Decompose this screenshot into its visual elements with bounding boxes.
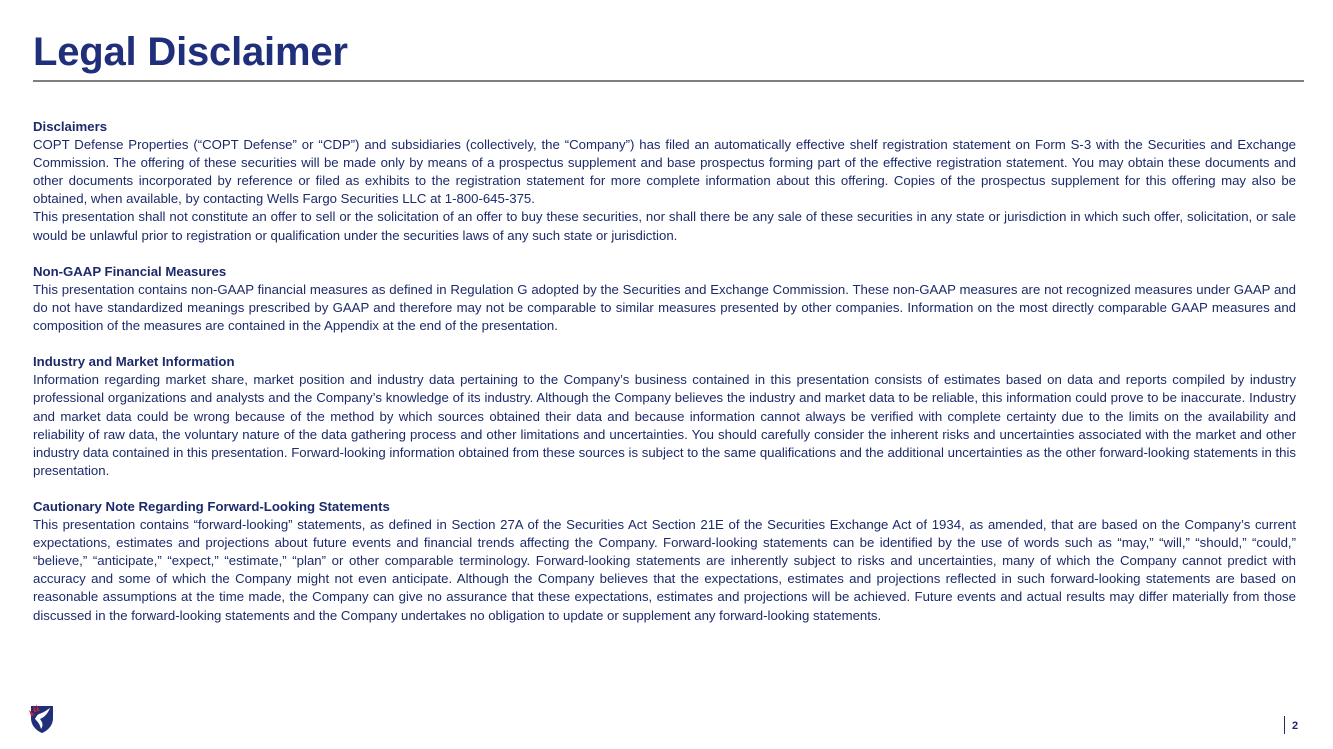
section-paragraph: This presentation contains “forward-looking” statements, as defined in Section 27A of the Securities Act Section 21E of the Securities Exchange Act of 1934, as amended, that are based on the Company’s current expectations, estimates and projections about future events and financial trends affecting the Company. Forward-looking statements can be identified by the use of words such as “may,” “will,” “should,” “could,” “believe,” “anticipate,” “expect,” “estimate,” “plan” or other comparable terminology. Forward-looking statements are inherently subject to risks and uncertainties, many of which the Company cannot predict with accuracy and some of which the Company might not even anticipate. Although the Company believes that the expectations, estimates and projections reflected in such forward-looking statements are based on reasonable assumptions at the time made, the Company can give no assurance that these expectations, estimates and projections will be achieved. Future events and actual results may differ materially from those discussed in the forward-looking statements and the Company undertakes no obligation to update or supplement any forward-looking statements. bbox=[33, 517, 1296, 623]
disclaimer-body bbox=[33, 118, 1296, 643]
section-disclaimers bbox=[33, 118, 1296, 245]
section-non-gaap bbox=[33, 263, 1296, 335]
section-industry-market bbox=[33, 353, 1296, 480]
section-paragraph: COPT Defense Properties (“COPT Defense” or “CDP”) and subsidiaries (collectively, the “Company”) has filed an automatically effective shelf registration statement on Form S-3 with the Securities and Exchange Commission. The offering of these securities will be made only by means of a prospectus supplement and base prospectus forming part of the effective registration statement. You may obtain these documents and other documents incorporated by reference or filed as exhibits to the registration statement for more complete information about this offering. Copies of the prospectus supplement for this offering may also be obtained, when available, by contacting Wells Fargo Securities LLC at 1-800-645-375. bbox=[33, 137, 1296, 207]
page-number-divider bbox=[1284, 716, 1285, 734]
section-paragraph: This presentation shall not constitute an offer to sell or the solicitation of an offer to buy these securities, nor shall there be any sale of these securities in any state or jurisdiction in which such offer, solicitation, or sale would be unlawful prior to registration or qualification under the securities laws of any such state or jurisdiction. bbox=[33, 209, 1296, 243]
title-divider bbox=[33, 80, 1304, 82]
section-heading: Industry and Market Information bbox=[33, 354, 235, 370]
page-number: 2 bbox=[1292, 720, 1299, 732]
company-shield-logo-icon bbox=[28, 702, 56, 734]
section-forward-looking bbox=[33, 498, 1296, 625]
section-heading: Disclaimers bbox=[33, 119, 108, 134]
section-paragraph: Information regarding market share, market position and industry data pertaining to the Company’s business contained in this presentation consists of estimates based on data and reports compiled by industry professional organizations and analysts and the Company’s knowledge of its industry. Although the Company believes the industry and market data to be reliable, this information could prove to be inaccurate. Industry and market data could be wrong because of the method by which sources obtained their data and because information cannot always be verified with complete certainty due to the limits on the availability and reliability of raw data, the voluntary nature of the data gathering process and other limitations and uncertainties. You should carefully consider the inherent risks and uncertainties associated with the market and other industry data contained in this presentation. Forward-looking information obtained from these sources is subject to the same qualifications and the additional uncertainties as the other forward-looking statements in this presentation. bbox=[33, 372, 1296, 478]
section-paragraph: This presentation contains non-GAAP financial measures as defined in Regulation G adopted by the Securities and Exchange Commission. These non-GAAP measures are not recognized measures under GAAP and do not have standardized meanings prescribed by GAAP and therefore may not be comparable to similar measures presented by other companies. Information on the most directly comparable GAAP measures and composition of the measures are contained in the Appendix at the end of the presentation. bbox=[33, 281, 1296, 334]
page-title: Legal Disclaimer bbox=[33, 30, 348, 74]
section-heading: Cautionary Note Regarding Forward-Looking Statements bbox=[33, 498, 390, 514]
section-heading: Non-GAAP Financial Measures bbox=[33, 263, 227, 279]
